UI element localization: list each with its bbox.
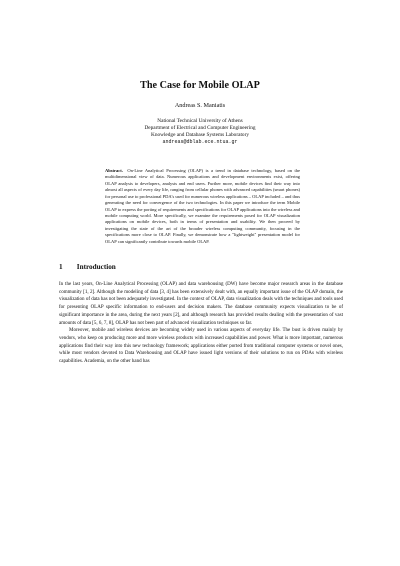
abstract-label: Abstract.	[105, 168, 123, 173]
affiliation-line: National Technical University of Athens	[157, 118, 243, 124]
affiliation-line: Knowledge and Database Systems Laboratory	[151, 131, 249, 138]
paper-title: The Case for Mobile OLAP	[140, 80, 260, 91]
body-paragraph: In the last years, On-Line Analytical Processing (OLAP) and data warehousing (DW) have become major research areas in the database community [1, 2]. Although the modeling of data [3, 4] has been extensively dealt with, an equally important issue of the OLAP domain, the visualization of data has not been adequately investigated. In the context of OLAP, data visualization deals with the techniques and tools used for presenting OLAP specific information to end-users and decision makers. The database community expects visualization to be of significant importance in the area, during the next years [2], and although research has provided results dealing with the presentation of vast amounts of data [5, 6, 7, 8], OLAP has not been part of advanced visualization techniques so far.	[59, 282, 343, 326]
section-title: Introduction	[76, 263, 116, 271]
section-heading	[59, 263, 116, 271]
section-body	[59, 281, 343, 366]
author-name: Andreas S. Maniatis	[174, 102, 226, 109]
affiliation-line: Department of Electrical and Computer Engineering	[144, 124, 256, 131]
author-email: andreas@dblab.ece.ntua.gr	[162, 138, 238, 145]
abstract-text: On-Line Analytical Processing (OLAP) is a trend in database technology, based on the multidimensional view of data. Numerous applications and development environments exist, offering OLAP analysis to developers, analysts and end users. Further more, mobile devices find their way into almost all aspects of every day life, ranging from cellular phones with advanced capabilities (smart phones) for personal use to professional PDA's used for numerous wireless applications – OLAP included – and thus generating the need for convergence of the two technologies. In this paper we introduce the term Mobile OLAP to express the porting of requirements and specifications for OLAP applications into the wireless and mobile computing world. More specifically, we examine the requirements posed for OLAP visualization applications on mobile devices, both in terms of presentation and usability. We then proceed by investigating the state of the art of the broader wireless computing community, focusing in the specifications more close to OLAP. Finally, we demonstrate how a "lightweight" presentation model for OLAP can significantly contribute towards mobile OLAP.	[105, 168, 301, 244]
section-number: 1	[59, 263, 63, 271]
body-paragraph: Moreover, mobile and wireless devices are becoming widely used in various aspects of everyday life. The bust is driven mainly by vendors, who keep on producing more and more wireless products with increased capabilities and power. What is more important, numerous applications find their way into this new technology framework; applications either ported from traditional computer systems or novel ones, while most vendors devoted to Data Warehousing and OLAP have issued light versions of their solutions to run on PDAs with wireless capabilities. Academia, on the other hand has	[59, 328, 343, 365]
abstract	[105, 168, 300, 245]
affiliation-block	[0, 118, 400, 146]
